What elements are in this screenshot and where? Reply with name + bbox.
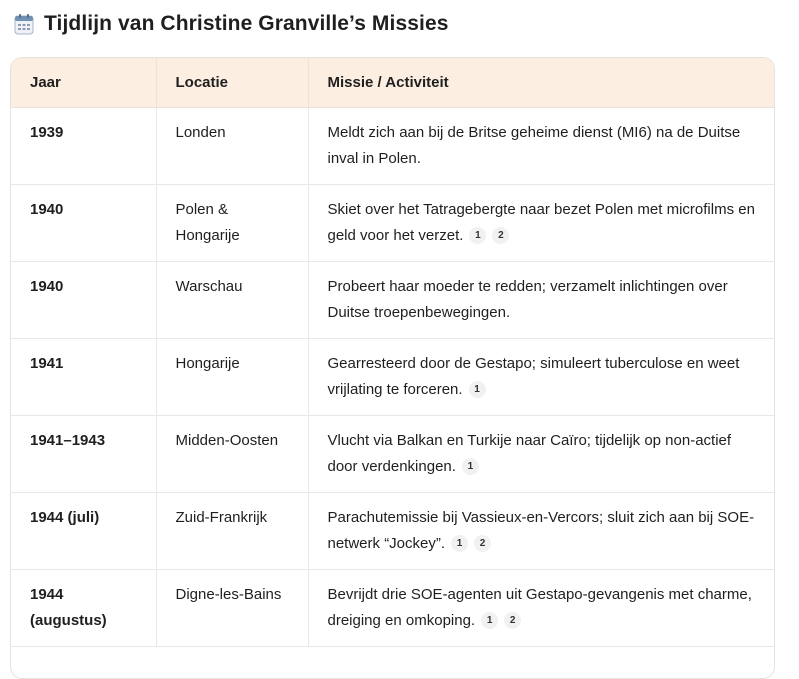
cell-location: Londen: [156, 108, 308, 185]
cell-location: Midden-Oosten: [156, 416, 308, 493]
citation-badge[interactable]: 1: [469, 227, 486, 244]
citation-badge[interactable]: 1: [451, 535, 468, 552]
cell-mission: [308, 339, 774, 416]
column-header-location: Locatie: [156, 58, 308, 108]
table-row: [11, 493, 774, 570]
cell-year: 1944 (augustus): [11, 570, 156, 647]
column-header-mission: Missie / Activiteit: [308, 58, 774, 108]
cell-mission: [308, 108, 774, 185]
cell-mission: [308, 185, 774, 262]
timeline-table-container: [10, 57, 775, 679]
page-title: Tijdlijn van Christine Granville’s Missies: [44, 12, 449, 35]
cell-year: 1939: [11, 108, 156, 185]
mission-text: Meldt zich aan bij de Britse geheime dienst (MI6) na de Duitse inval in Polen.: [327, 124, 741, 167]
cell-mission: [308, 570, 774, 647]
mission-text: Probeert haar moeder te redden; verzamelt inlichtingen over Duitse troepenbewegingen.: [327, 278, 728, 321]
table-row: [11, 108, 774, 185]
cell-location: Warschau: [156, 262, 308, 339]
mission-text: Vlucht via Balkan en Turkije naar Caïro; tijdelijk op non-actief door verdenkingen.: [327, 432, 732, 475]
calendar-icon: [14, 13, 34, 35]
table-row: [11, 339, 774, 416]
page-header: [14, 12, 449, 36]
cell-year: 1940: [11, 262, 156, 339]
column-header-year: Jaar: [11, 58, 156, 108]
timeline-table: [11, 58, 774, 647]
cell-year: 1944 (juli): [11, 493, 156, 570]
cell-year: 1940: [11, 185, 156, 262]
mission-text: Bevrijdt drie SOE-agenten uit Gestapo-gevangenis met charme, dreiging en omkoping.: [327, 586, 752, 629]
citation-badge[interactable]: 2: [474, 535, 491, 552]
citation-badge[interactable]: 1: [462, 458, 479, 475]
citation-badge[interactable]: 2: [504, 612, 521, 629]
cell-mission: [308, 262, 774, 339]
cell-year: 1941–1943: [11, 416, 156, 493]
table-row: [11, 416, 774, 493]
citation-badge[interactable]: 1: [469, 381, 486, 398]
cell-mission: [308, 416, 774, 493]
cell-location: Zuid-Frankrijk: [156, 493, 308, 570]
table-header-row: [11, 58, 774, 108]
table-row: [11, 185, 774, 262]
citation-badge[interactable]: 2: [492, 227, 509, 244]
mission-text: Parachutemissie bij Vassieux-en-Vercors; sluit zich aan bij SOE-netwerk “Jockey”.: [327, 509, 755, 552]
cell-year: 1941: [11, 339, 156, 416]
cell-location: Polen & Hongarije: [156, 185, 308, 262]
citation-badge[interactable]: 1: [481, 612, 498, 629]
table-row: [11, 262, 774, 339]
mission-text: Gearresteerd door de Gestapo; simuleert tuberculose en weet vrijlating te forceren.: [327, 355, 740, 398]
mission-text: Skiet over het Tatragebergte naar bezet Polen met microfilms en geld voor het verzet.: [327, 201, 755, 244]
cell-location: Digne-les-Bains: [156, 570, 308, 647]
table-row: [11, 570, 774, 647]
cell-mission: [308, 493, 774, 570]
cell-location: Hongarije: [156, 339, 308, 416]
